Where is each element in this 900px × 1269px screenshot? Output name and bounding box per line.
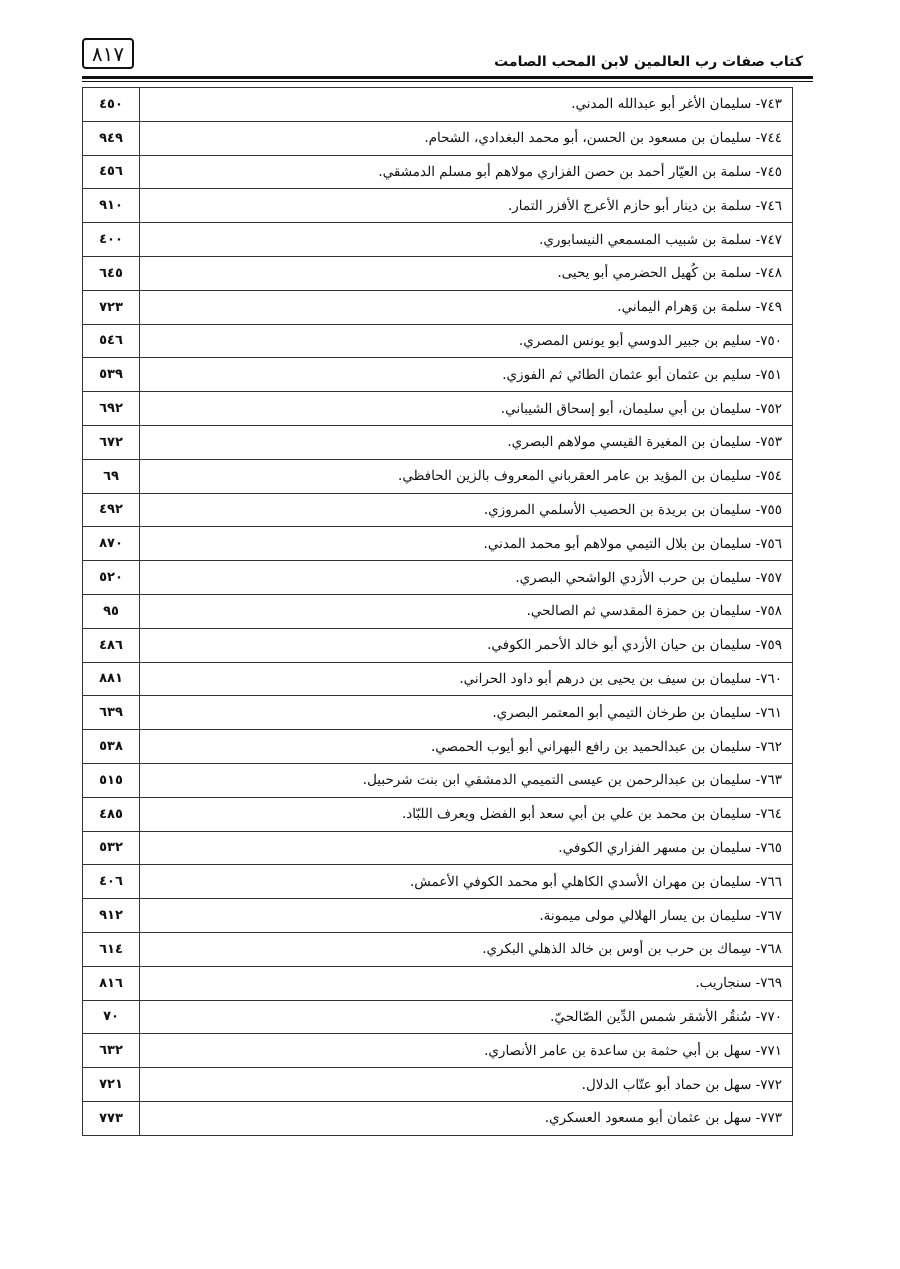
- page-reference: ٥٤٦: [83, 324, 140, 358]
- page-reference: ٦٩٢: [83, 392, 140, 426]
- page-reference: ٦٧٢: [83, 425, 140, 459]
- table-row: [83, 392, 793, 426]
- table-row: [83, 594, 793, 628]
- page-reference: ٥٢٠: [83, 561, 140, 595]
- entry-name: ٧٦٦- سليمان بن مهران الأسدي الكاهلي أبو محمد الكوفي الأعمش.: [140, 865, 793, 899]
- page-reference: ٧٢١: [83, 1068, 140, 1102]
- table-row: [83, 730, 793, 764]
- entry-name: ٧٥٨- سليمان بن حمزة المقدسي ثم الصالحي.: [140, 594, 793, 628]
- page-reference: ٤٠٦: [83, 865, 140, 899]
- page-reference: ٩١٢: [83, 899, 140, 933]
- table-row: [83, 121, 793, 155]
- table-row: [83, 1000, 793, 1034]
- index-table-body: [83, 88, 793, 1136]
- page-reference: ٤٠٠: [83, 223, 140, 257]
- page-header: [82, 36, 813, 82]
- entry-name: ٧٤٦- سلمة بن دينار أبو حازم الأعرج الأفزر التمار.: [140, 189, 793, 223]
- header-rule: [82, 76, 813, 79]
- table-row: [83, 561, 793, 595]
- page-reference: ٦٣٢: [83, 1034, 140, 1068]
- page-reference: ٦٤٥: [83, 256, 140, 290]
- page-reference: ٥٣٩: [83, 358, 140, 392]
- page-reference: ٦٩: [83, 459, 140, 493]
- page-reference: ٩٤٩: [83, 121, 140, 155]
- table-row: [83, 290, 793, 324]
- page-number: ٨١٧: [82, 38, 134, 69]
- table-row: [83, 88, 793, 122]
- table-row: [83, 662, 793, 696]
- entry-name: ٧٥٧- سليمان بن حرب الأزدي الواشحي البصري.: [140, 561, 793, 595]
- table-row: [83, 324, 793, 358]
- entry-name: ٧٦٠- سليمان بن سيف بن يحيى بن درهم أبو داود الحراني.: [140, 662, 793, 696]
- table-row: [83, 865, 793, 899]
- table-row: [83, 493, 793, 527]
- table-row: [83, 527, 793, 561]
- page-reference: ٦١٤: [83, 932, 140, 966]
- entry-name: ٧٤٨- سلمة بن كُهيل الحضرمي أبو يحيى.: [140, 256, 793, 290]
- index-table: [82, 87, 793, 1136]
- entry-name: ٧٥٢- سليمان بن أبي سليمان، أبو إسحاق الشيباني.: [140, 392, 793, 426]
- entry-name: ٧٤٩- سلمة بن وَهرام اليماني.: [140, 290, 793, 324]
- page-reference: ٥١٥: [83, 763, 140, 797]
- table-row: [83, 966, 793, 1000]
- entry-name: ٧٤٣- سليمان الأغر أبو عبدالله المدني.: [140, 88, 793, 122]
- page-reference: ٤٩٢: [83, 493, 140, 527]
- book-title: كتاب صفات رب العالمين لابن المحب الصامت: [494, 54, 803, 70]
- page-reference: ٤٨٦: [83, 628, 140, 662]
- page-reference: ٨٧٠: [83, 527, 140, 561]
- entry-name: ٧٥٤- سليمان بن المؤيد بن عامر العقرباني المعروف بالزين الحافظي.: [140, 459, 793, 493]
- table-row: [83, 189, 793, 223]
- entry-name: ٧٥٩- سليمان بن حيان الأزدي أبو خالد الأحمر الكوفي.: [140, 628, 793, 662]
- entry-name: ٧٧٠- سُنقُر الأشقر شمس الدِّين الصّالحيّ.: [140, 1000, 793, 1034]
- page-reference: ٤٥٦: [83, 155, 140, 189]
- table-row: [83, 628, 793, 662]
- page-reference: ٩٥: [83, 594, 140, 628]
- table-row: [83, 1068, 793, 1102]
- entry-name: ٧٦٥- سليمان بن مسهر الفزاري الكوفي.: [140, 831, 793, 865]
- table-row: [83, 1034, 793, 1068]
- entry-name: ٧٦٨- سِماك بن حرب بن أوس بن خالد الذهلي البكري.: [140, 932, 793, 966]
- entry-name: ٧٥٠- سليم بن جبير الدوسي أبو يونس المصري.: [140, 324, 793, 358]
- table-row: [83, 797, 793, 831]
- page-reference: ٦٣٩: [83, 696, 140, 730]
- page-reference: ٤٥٠: [83, 88, 140, 122]
- table-row: [83, 358, 793, 392]
- table-row: [83, 155, 793, 189]
- table-row: [83, 223, 793, 257]
- table-row: [83, 425, 793, 459]
- entry-name: ٧٧٢- سهل بن حماد أبو عتّاب الدلال.: [140, 1068, 793, 1102]
- entry-name: ٧٥٥- سليمان بن بريدة بن الحصيب الأسلمي المروزي.: [140, 493, 793, 527]
- entry-name: ٧٦٧- سليمان بن يسار الهلالي مولى ميمونة.: [140, 899, 793, 933]
- page-reference: ٧٧٣: [83, 1101, 140, 1135]
- table-row: [83, 459, 793, 493]
- entry-name: ٧٥١- سليم بن عثمان أبو عثمان الطائي ثم الفوزي.: [140, 358, 793, 392]
- table-row: [83, 696, 793, 730]
- entry-name: ٧٦٩- سنجاريب.: [140, 966, 793, 1000]
- entry-name: ٧٥٣- سليمان بن المغيرة القيسي مولاهم البصري.: [140, 425, 793, 459]
- page-reference: ٩١٠: [83, 189, 140, 223]
- table-row: [83, 1101, 793, 1135]
- entry-name: ٧٤٧- سلمة بن شبيب المسمعي النيسابوري.: [140, 223, 793, 257]
- entry-name: ٧٤٤- سليمان بن مسعود بن الحسن، أبو محمد البغدادي، الشحام.: [140, 121, 793, 155]
- page-reference: ٧٢٣: [83, 290, 140, 324]
- entry-name: ٧٧٣- سهل بن عثمان أبو مسعود العسكري.: [140, 1101, 793, 1135]
- header-rule-thin: [82, 81, 813, 82]
- table-row: [83, 256, 793, 290]
- table-row: [83, 899, 793, 933]
- table-row: [83, 932, 793, 966]
- page-reference: ٧٠: [83, 1000, 140, 1034]
- page-reference: ٤٨٥: [83, 797, 140, 831]
- entry-name: ٧٦٣- سليمان بن عبدالرحمن بن عيسى التميمي الدمشقي ابن بنت شرحبيل.: [140, 763, 793, 797]
- page-reference: ٥٣٨: [83, 730, 140, 764]
- entry-name: ٧٤٥- سلمة بن العيّار أحمد بن حصن الفزاري مولاهم أبو مسلم الدمشقي.: [140, 155, 793, 189]
- page-reference: ٥٣٢: [83, 831, 140, 865]
- entry-name: ٧٦٤- سليمان بن محمد بن علي بن أبي سعد أبو الفضل ويعرف اللبّاد.: [140, 797, 793, 831]
- entry-name: ٧٦١- سليمان بن طرخان التيمي أبو المعتمر البصري.: [140, 696, 793, 730]
- page-reference: ٨٨١: [83, 662, 140, 696]
- page-reference: ٨١٦: [83, 966, 140, 1000]
- entry-name: ٧٥٦- سليمان بن بلال التيمي مولاهم أبو محمد المدني.: [140, 527, 793, 561]
- entry-name: ٧٦٢- سليمان بن عبدالحميد بن رافع البهراني أبو أيوب الحمصي.: [140, 730, 793, 764]
- table-row: [83, 831, 793, 865]
- table-row: [83, 763, 793, 797]
- entry-name: ٧٧١- سهل بن أبي حثمة بن ساعدة بن عامر الأنصاري.: [140, 1034, 793, 1068]
